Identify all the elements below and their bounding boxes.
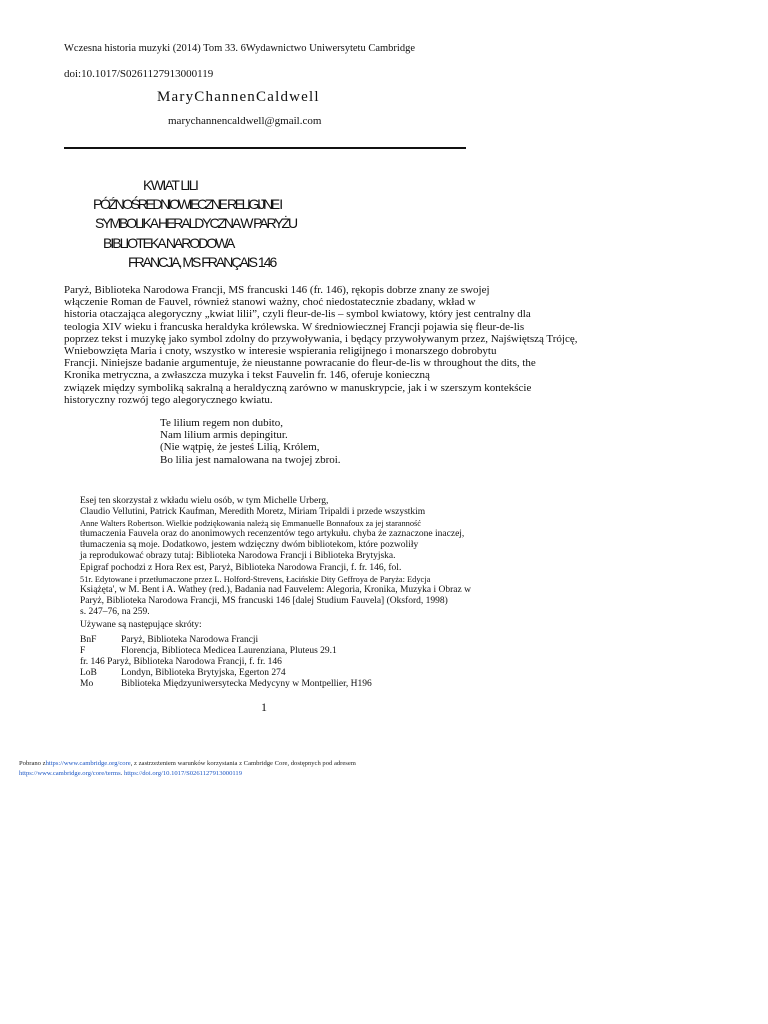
title-line-4: BIBLIOTEKA NARODOWA <box>103 235 234 251</box>
acknowledgement-footnote <box>80 496 471 618</box>
verse-line: (Nie wątpię, że jesteś Lilią, Królem, <box>160 441 320 454</box>
abstract-line: historyczny rozwój tego alegorycznego kwiatu. <box>64 393 273 406</box>
author-name: MaryChannenCaldwell <box>157 89 320 105</box>
abstract-line: poprzez tekst i muzykę jako symbol zdolny do przywoływania, i będący przywoływanym przez, Najświętszą Trójcę, <box>64 332 578 345</box>
footnote-line: Książęta', w M. Bent i A. Wathey (red.), Badania nad Fauvelem: Alegoria, Kronika, Muzyka i Obraz w <box>80 584 471 595</box>
abstract-line: historia otaczająca alegoryczny „kwiat lilii”, czyli fleur-de-lis – symbol kwiatowy, który jest centralny dla <box>64 308 531 321</box>
abstract-line: teologia XIV wieku i francuska heraldyka królewska. W średniowiecznej Francji pojawia się fleur-de-lis <box>64 320 525 333</box>
abbreviation-value: Florencja, Biblioteca Medicea Laurenziana, Pluteus 29.1 <box>121 646 337 657</box>
core-link[interactable]: https://www.cambridge.org/core <box>45 760 131 767</box>
epigraph-verse <box>160 417 341 466</box>
title-line-5: FRANCJA, MS FRANÇAIS 146 <box>128 254 276 270</box>
abstract-line: włączenie Roman de Fauvel, również stanowi ważny, choć niedostatecznie zbadany, wkład w <box>64 296 476 309</box>
verse-line: Bo lilia jest namalowana na twojej zbroi. <box>160 453 341 466</box>
doi-link[interactable]: https://doi.org/10.1017/S0261127913000119 <box>123 770 243 777</box>
abbreviation-key: LoB <box>80 668 97 679</box>
abstract <box>64 284 578 406</box>
footnote-line: ja reprodukować obrazy tutaj: Biblioteka Narodowa Francji i Biblioteka Brytyjska. <box>80 551 396 562</box>
footnote-line: s. 247–76, na 259. <box>80 606 150 617</box>
footer-middle: , z zastrzeżeniem warunków korzystania z Cambridge Core, dostępnych pod adresem <box>130 760 356 767</box>
doi-line: doi:10.1017/S0261127913000119 <box>64 68 214 80</box>
title-line-1: KWIAT LILI <box>143 177 198 193</box>
abbreviation-key: BnF <box>80 635 97 645</box>
abstract-line: Paryż, Biblioteka Narodowa Francji, MS francuski 146 (fr. 146), rękopis dobrze znany ze swojej <box>64 284 490 296</box>
author-email[interactable]: marychannencaldwell@gmail.com <box>168 115 322 127</box>
abbreviation-value: Londyn, Biblioteka Brytyjska, Egerton 274 <box>121 668 286 679</box>
download-footer <box>19 759 356 779</box>
title-line-2: PÓŹNOŚREDNIOWIECZNE RELIGIJNE I <box>93 196 281 212</box>
abstract-line: Kronika metryczna, a zwłaszcza muzyka i tekst Fauvelin fr. 146, oferuje konieczną <box>64 369 430 382</box>
footnote-line: Paryż, Biblioteka Narodowa Francji, MS francuski 146 [dalej Studium Fauvela] (Oksford, 1998) <box>80 595 448 606</box>
terms-link[interactable]: https://www.cambridge.org/core/terms <box>19 770 121 777</box>
abbreviations-heading: Używane są następujące skróty: <box>80 620 202 630</box>
abbreviation-value: Paryż, Biblioteka Narodowa Francji <box>121 635 259 645</box>
abstract-line: Wniebowzięta Maria i cnoty, wszystko w interesie wspierania religijnego i monarszego dobrobytu <box>64 345 497 358</box>
verse-line: Te lilium regem non dubito, <box>160 417 283 429</box>
footnote-line: tłumaczenia Fauvela oraz do anonimowych recenzentów tego artykułu. chyba że zaznaczone inaczej, <box>80 529 465 540</box>
abstract-line: Francji. Niniejsze badanie argumentuje, że nieustanne powracanie do fleur-de-lis w throughout the dits, the <box>64 357 536 370</box>
page-number: 1 <box>261 700 267 714</box>
abbreviation-value: Biblioteka Międzyuniwersytecka Medycyny w Montpellier, H196 <box>121 679 372 690</box>
title-line-3: SYMBOLIKA HERALDYCZNA W PARYŻU <box>95 215 296 231</box>
header-rule <box>64 147 466 149</box>
footnote-line: Esej ten skorzystał z wkładu wielu osób, w tym Michelle Urberg, <box>80 496 329 506</box>
footnote-line: tłumaczenia są moje. Dodatkowo, jestem wdzięczny dwóm bibliotekom, które pozwoliły <box>80 540 419 551</box>
footer-prefix: Pobrano z <box>19 760 46 767</box>
footnote-line: 51r. Edytowane i przetłumaczone przez L. Holford-Strevens, Łacińskie Dity Geffroya de Paryża: Edycja <box>80 574 431 584</box>
abbreviation-key: F <box>80 646 86 657</box>
footnote-line: Epigraf pochodzi z Hora Rex est, Paryż, Biblioteka Narodowa Francji, f. fr. 146, fol. <box>80 562 402 573</box>
verse-line: Nam lilium armis depingitur. <box>160 429 288 442</box>
abstract-line: związek między symboliką sakralną a heraldyczną zarówno w manuskrypcie, jak i w szerszym kontekście <box>64 381 532 394</box>
abbreviation-value: fr. 146 Paryż, Biblioteka Narodowa Francji, f. fr. 146 <box>80 657 282 668</box>
abbreviation-key: Mo <box>80 679 94 690</box>
footnote-line: Claudio Vellutini, Patrick Kaufman, Meredith Moretz, Miriam Tripaldi i przede wszystkim <box>80 507 426 518</box>
footer-sep: . <box>120 770 124 777</box>
footnote-line: Anne Walters Robertson. Wielkie podziękowania należą się Emmanuelle Bonnafoux za jej staranność <box>80 519 422 529</box>
journal-header: Wczesna historia muzyki (2014) Tom 33. 6Wydawnictwo Uniwersytetu Cambridge <box>64 43 415 54</box>
